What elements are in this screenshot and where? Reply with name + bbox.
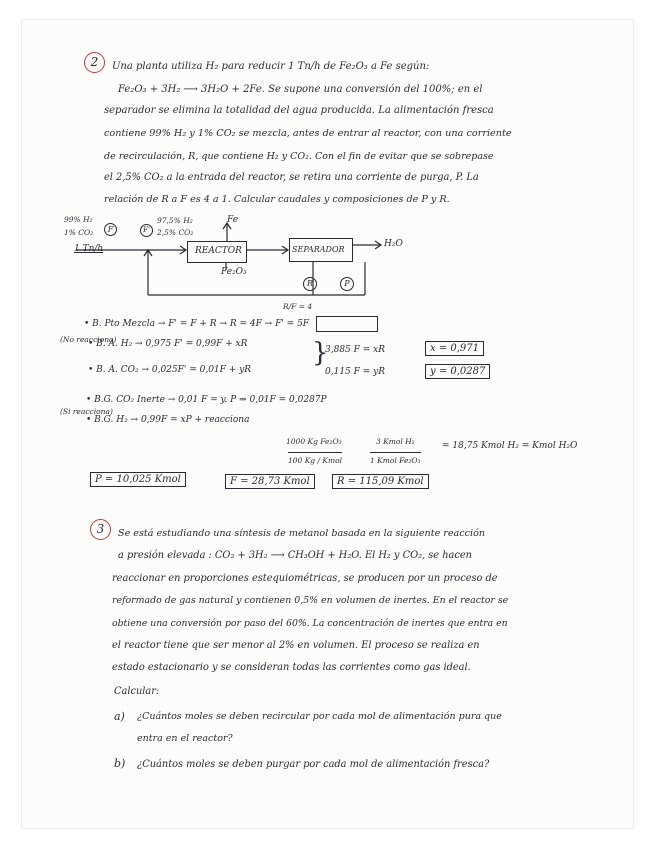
problem-2-line: Una planta utiliza H₂ para reducir 1 Tn/h de Fe₂O₃ a Fe según: (112, 61, 430, 72)
problem-2-line: relación de R a F es 4 a 1. Calcular caudales y composiciones de P y R. (104, 194, 450, 205)
h2-balance: • B. A. H₂ → 0,975 F' = 0,99F + xR (88, 339, 248, 349)
question-a-line: entra en el reactor? (137, 733, 233, 744)
feed-rate: 1 Tn/h (74, 244, 104, 254)
conversion2-numerator: 3 Kmol H₂ (376, 437, 415, 446)
problem-3-line: obtiene una conversión por paso del 60%. La concentración de inertes que entra en (112, 618, 508, 629)
question-b-line: ¿Cuántos moles se deben purgar por cada mol de alimentación fresca? (137, 759, 490, 770)
purge-tag: P (340, 277, 354, 291)
fe2o3-label: Fe₂O₃ (221, 267, 247, 277)
problem-3-line: Se está estudiando una síntesis de metanol basada en la siguiente reacción (118, 528, 486, 539)
co2-inert-balance: • B.G. CO₂ Inerte → 0,01 F = y. P ⇒ 0,01F = 0,0287P (86, 395, 327, 405)
co2-balance: • B. A. CO₂ → 0,025F' = 0,01F + yR (88, 365, 252, 375)
feed-composition-h2: 99% H₂ (64, 215, 93, 224)
separator-label: SEPARADOR (292, 245, 345, 254)
water-label: H₂O (384, 239, 403, 249)
system-eq-1: 3,885 F = xR (325, 345, 385, 355)
problem-2-line: de recirculación, R, que contiene H₂ y CO₂. Con el fin de evitar que se sobrepase (104, 151, 494, 162)
question-a-label: a) (114, 710, 125, 723)
h2-global-balance: • B.G. H₂ → 0,99F = xP + reacciona (86, 415, 250, 425)
problem-3-line: reformado de gas natural y contienen 0,5% en volumen de inertes. En el reactor se (112, 595, 509, 606)
recycle-tag: R (303, 277, 317, 291)
fe-label: Fe (227, 215, 239, 225)
question-b-label: b) (114, 757, 126, 770)
problem-3-number: 3 (90, 519, 111, 540)
conversion-numerator: 1000 Kg Fe₂O₃ (286, 437, 342, 446)
result-y: y = 0,0287 (425, 364, 490, 379)
conversion-denominator: 100 Kg / Kmol (288, 452, 342, 467)
mix-balance: • B. Pto Mezcla → F' = F + R → R = 4F → F' = 5F (84, 319, 310, 329)
question-a-line: ¿Cuántos moles se deben recircular por cada mol de alimentación pura que (137, 711, 502, 722)
reactor-label: REACTOR (195, 246, 242, 256)
problem-2-line: separador se elimina la totalidad del agua producida. La alimentación fresca (104, 105, 494, 116)
mix-composition-h2: 97,5% H₂ (157, 216, 193, 225)
feed-tag: F (104, 223, 117, 236)
mix-tag: F' (140, 224, 153, 237)
problem-2-line: Fe₂O₃ + 3H₂ ⟶ 3H₂O + 2Fe. Se supone una conversión del 100%; en el (118, 84, 483, 95)
conversion2-denominator: 1 Kmol Fe₂O₃ (370, 452, 421, 467)
problem-3-line: estado estacionario y se consideran todas las corrientes como gas ideal. (112, 662, 471, 673)
feed-composition-co2: 1% CO₂ (64, 228, 94, 237)
answer-recycle: R = 115,09 Kmol (332, 474, 429, 489)
answer-feed: F = 28,73 Kmol (225, 474, 315, 489)
system-bracket: } (312, 338, 329, 368)
conversion-result: = 18,75 Kmol H₂ = Kmol H₂O (442, 441, 578, 451)
system-eq-2: 0,115 F = yR (325, 367, 385, 377)
problem-2-number: 2 (84, 52, 105, 73)
problem-3-line: Calcular: (114, 686, 160, 697)
problem-2-line: el 2,5% CO₂ a la entrada del reactor, se retira una corriente de purga, P. La (104, 172, 479, 183)
problem-3-line: a presión elevada : CO₂ + 3H₂ ⟶ CH₃OH + H₂O. El H₂ y CO₂, se hacen (118, 550, 472, 561)
side-note-no-reacciona: (No reacciona) (60, 335, 117, 344)
mix-balance-box (316, 316, 378, 332)
problem-2-line: contiene 99% H₂ y 1% CO₂ se mezcla, antes de entrar al reactor, con una corriente (104, 128, 512, 139)
problem-3-line: el reactor tiene que ser menor al 2% en volumen. El proceso se realiza en (112, 640, 480, 651)
problem-3-line: reaccionar en proporciones estequiométricas, se producen por un proceso de (112, 573, 498, 584)
result-x: x = 0,971 (425, 341, 484, 356)
side-note-si-reacciona: (Si reacciona) (60, 407, 113, 416)
answer-purge: P = 10,025 Kmol (90, 472, 186, 487)
ratio-label: R/F = 4 (283, 302, 313, 311)
mix-composition-co2: 2,5% CO₂ (157, 228, 194, 237)
